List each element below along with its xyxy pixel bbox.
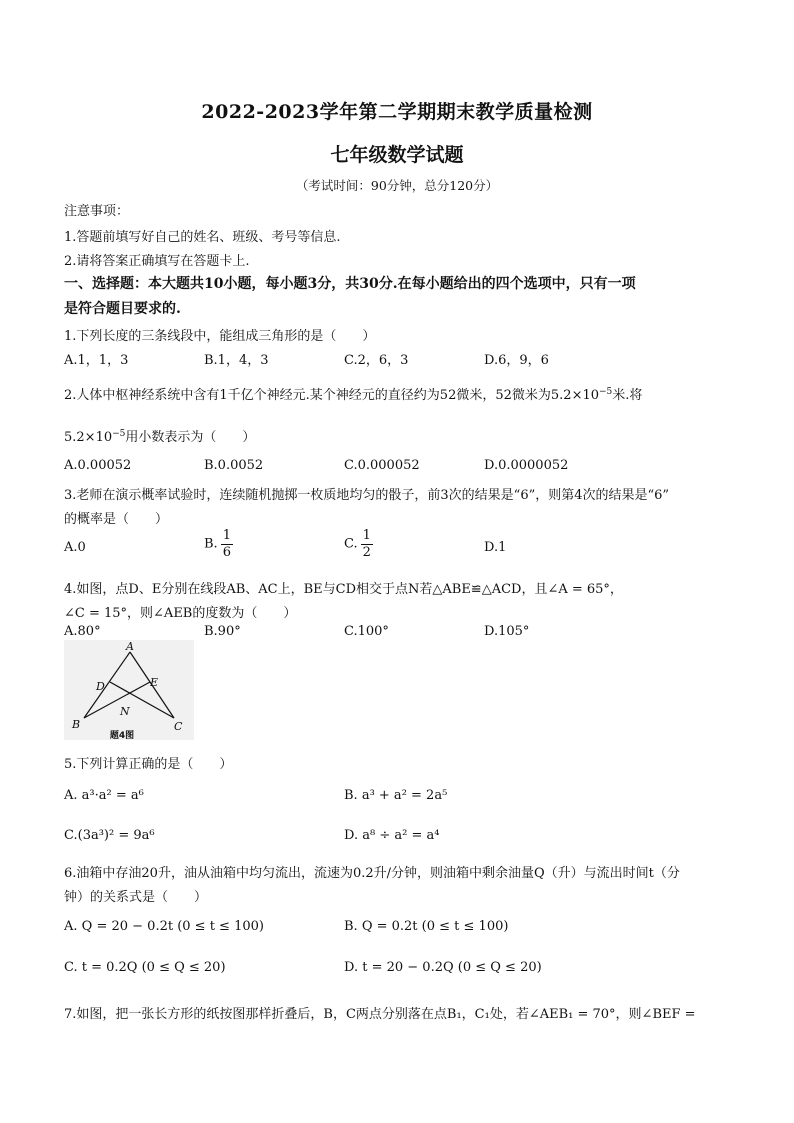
q4-option-d: D.105° — [484, 624, 530, 639]
q3-option-b-numerator: 1 — [222, 528, 231, 543]
section-heading-cont: 是符合题目要求的. — [64, 301, 181, 317]
q2-option-b: B.0.0052 — [204, 458, 264, 473]
question-3-stem: 3.老师在演示概率试验时，连续随机抛掷一枚质地均匀的骰子，前3次的结果是“6”，则第4次的结果是“6” — [64, 488, 670, 503]
label-b: B — [72, 718, 81, 731]
q3-option-d: D.1 — [484, 540, 507, 555]
question-2-stem-cont — [64, 426, 255, 445]
section-heading: 一、选择题：本大题共10小题，每小题3分，共30分.在每小题给出的四个选项中，只有一项 — [64, 276, 636, 292]
q2-sci-base-2: 5.2×10 — [64, 430, 113, 445]
segment-be — [84, 682, 150, 718]
q2-stem-text: 2.人体中枢神经系统中含有1千亿个神经元.某个神经元的直径约为52微米，52微米为 — [64, 388, 551, 403]
note-item: 1.答题前填写好自己的姓名、班级、考号等信息. — [64, 230, 341, 245]
q3-option-b — [204, 528, 233, 560]
q5-option-c: C.(3a³)² = 9a⁶ — [64, 828, 155, 843]
q1-option-c: C.2，6，3 — [344, 353, 409, 368]
q2-sci-base: 5.2×10 — [550, 388, 600, 403]
q4-option-c: C.100° — [344, 624, 389, 639]
q2-option-a: A.0.00052 — [64, 458, 132, 473]
question-6-stem-cont: 钟）的关系式是（ ） — [64, 890, 208, 905]
triangle-diagram — [64, 640, 194, 740]
q5-option-a: A. a³·a² = a⁶ — [64, 788, 144, 803]
q3-option-c-numerator: 1 — [362, 528, 371, 543]
label-e: E — [150, 676, 159, 689]
q4-option-a: A.80° — [64, 624, 101, 639]
q3-option-c — [344, 528, 373, 560]
q3-option-b-fraction — [221, 528, 233, 560]
note-item: 2.请将答案正确填写在答题卡上. — [64, 254, 250, 269]
question-6-stem: 6.油箱中存油20升，油从油箱中均匀流出，流速为0.2升/分钟，则油箱中剩余油量Q（升）与流出时间t（分 — [64, 866, 680, 881]
question-5-stem: 5.下列计算正确的是（ ） — [64, 757, 233, 772]
q1-option-d: D.6，9，6 — [484, 353, 549, 368]
label-d: D — [96, 680, 105, 693]
q3-option-c-fraction — [361, 528, 373, 560]
question-1-stem: 1.下列长度的三条线段中，能组成三角形的是（ ） — [64, 329, 376, 344]
q4-option-b: B.90° — [204, 624, 241, 639]
q3-option-a: A.0 — [64, 540, 86, 555]
q4-figure — [64, 640, 194, 740]
label-n: N — [120, 705, 130, 718]
notes-heading: 注意事项： — [64, 204, 130, 219]
q3-option-c-prefix: C. — [344, 536, 358, 552]
q6-option-a: A. Q = 20 − 0.2t (0 ≤ t ≤ 100) — [64, 919, 264, 934]
q3-option-c-denominator: 2 — [362, 544, 371, 560]
q1-option-a: A.1，1，3 — [64, 353, 129, 368]
question-4-stem-cont: ∠C = 15°，则∠AEB的度数为（ ） — [64, 606, 297, 621]
question-2-stem — [64, 384, 642, 403]
q2-stem-text-c: 用小数表示为（ ） — [125, 430, 256, 445]
question-3-stem-cont: 的概率是（ ） — [64, 512, 169, 527]
q2-sci-exp: −5 — [599, 387, 613, 397]
q6-option-d: D. t = 20 − 0.2Q (0 ≤ Q ≤ 20) — [344, 960, 542, 975]
q6-option-b: B. Q = 0.2t (0 ≤ t ≤ 100) — [344, 919, 509, 934]
exam-subtitle: 七年级数学试题 — [330, 144, 464, 166]
label-c: C — [174, 720, 183, 733]
q5-option-d: D. a⁸ ÷ a² = a⁴ — [344, 828, 440, 843]
q6-option-c: C. t = 0.2Q (0 ≤ Q ≤ 20) — [64, 960, 226, 975]
exam-info: （考试时间：90分钟，总分120分） — [295, 178, 499, 193]
q2-stem-text-b: 米.将 — [612, 388, 643, 403]
q3-option-b-prefix: B. — [204, 536, 218, 552]
q2-option-c: C.0.000052 — [344, 458, 420, 473]
q5-option-b: B. a³ + a² = 2a⁵ — [344, 788, 448, 803]
q2-option-d: D.0.0000052 — [484, 458, 569, 473]
q2-sci-exp-2: −5 — [112, 429, 126, 439]
question-4-stem: 4.如图，点D、E分别在线段AB、AC上，BE与CD相交于点N若△ABE≌△ACD，且∠A = 65°， — [64, 582, 623, 597]
question-7-stem: 7.如图，把一张长方形的纸按图那样折叠后，B，C两点分别落在点B₁，C₁处，若∠AEB₁ = 70°，则∠BEF = — [64, 1007, 696, 1022]
exam-title: 2022-2023学年第二学期期末教学质量检测 — [201, 101, 593, 123]
q3-option-b-denominator: 6 — [222, 544, 231, 560]
figure-caption: 题4图 — [109, 731, 135, 740]
label-a: A — [126, 640, 134, 653]
q1-option-b: B.1，4，3 — [204, 353, 269, 368]
